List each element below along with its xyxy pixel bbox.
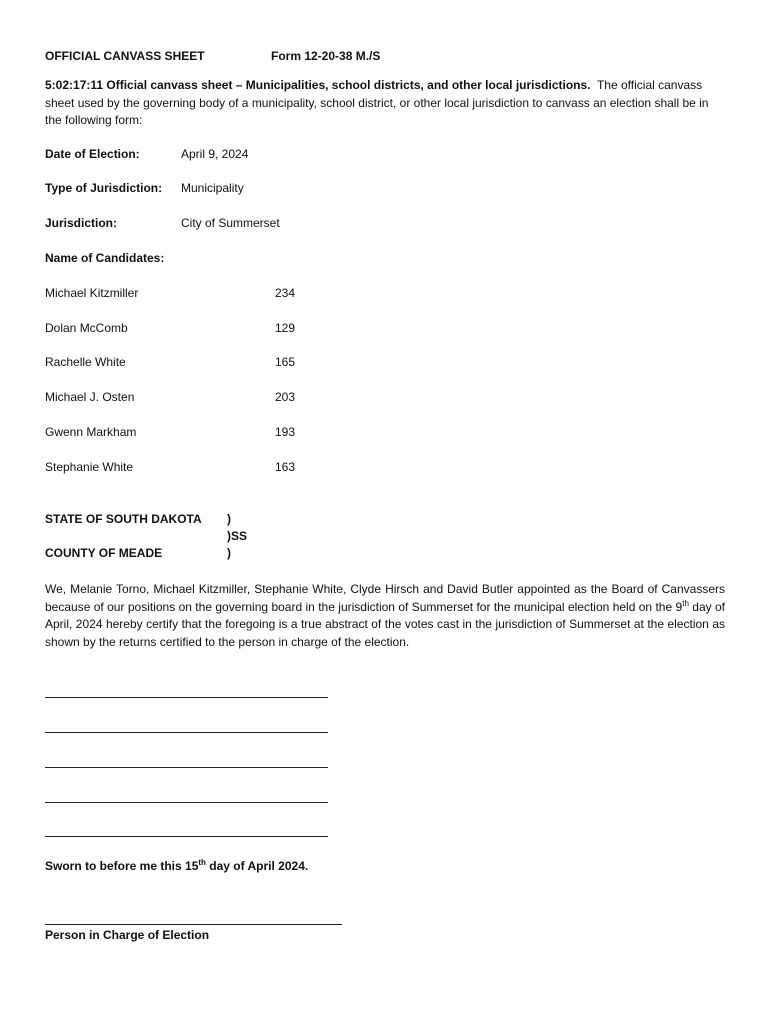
date-value: April 9, 2024 bbox=[181, 147, 249, 161]
candidate-name: Dolan McComb bbox=[45, 321, 128, 335]
statute-paragraph bbox=[45, 77, 725, 130]
candidate-name: Gwenn Markham bbox=[45, 425, 137, 439]
candidate-name: Stephanie White bbox=[45, 460, 134, 474]
candidate-votes: 163 bbox=[275, 460, 296, 474]
candidate-votes: 165 bbox=[275, 355, 296, 369]
sworn-ordinal: th bbox=[198, 858, 206, 867]
candidate-name: Rachelle White bbox=[45, 355, 126, 369]
candidate-votes: 129 bbox=[275, 321, 296, 335]
venue-paren: ) bbox=[227, 512, 231, 526]
person-in-charge-label: Person in Charge of Election bbox=[45, 928, 210, 942]
form-number: Form 12-20-38 M./S bbox=[271, 49, 381, 63]
certification-paragraph bbox=[45, 581, 725, 651]
signature-line[interactable] bbox=[45, 732, 328, 733]
sworn-text-cont: day of April 2024. bbox=[205, 859, 309, 873]
certification-text-cont: day of April, 2024 hereby certify that the foregoing is a true abstract of the votes cast in the jurisdiction of Summerset at the election as shown by the returns certified to the person in charge of the election. bbox=[45, 599, 725, 649]
jurisdiction-value: City of Summerset bbox=[181, 216, 280, 230]
date-label: Date of Election: bbox=[45, 147, 140, 161]
signature-line[interactable] bbox=[45, 802, 328, 803]
candidate-votes: 203 bbox=[275, 390, 296, 404]
statute-text: The official canvass sheet used by the governing body of a municipality, school district, or other local jurisdiction to canvass an election shall be in the following form: bbox=[45, 78, 709, 127]
signature-line[interactable] bbox=[45, 697, 328, 698]
document-title: OFFICIAL CANVASS SHEET bbox=[45, 49, 205, 63]
certification-ordinal: th bbox=[682, 598, 689, 608]
signature-line[interactable] bbox=[45, 836, 328, 837]
candidate-name: Michael J. Osten bbox=[45, 390, 135, 404]
jurisdiction-label: Jurisdiction: bbox=[45, 216, 118, 230]
sworn-statement bbox=[45, 859, 308, 873]
signature-line[interactable] bbox=[45, 767, 328, 768]
candidate-votes: 193 bbox=[275, 425, 296, 439]
statute-heading: 5:02:17:11 Official canvass sheet – Municipalities, school districts, and other local jurisdictions. bbox=[45, 78, 591, 92]
certification-text: We, Melanie Torno, Michael Kitzmiller, Stephanie White, Clyde Hirsch and David Butler appointed as the Board of Canvassers because of our positions on the governing board in the jurisdiction of Summerset for the municipal election held on the 9 bbox=[45, 582, 725, 614]
candidate-votes: 234 bbox=[275, 286, 296, 300]
candidates-label: Name of Candidates: bbox=[45, 251, 165, 265]
person-in-charge-signature-line[interactable] bbox=[45, 924, 342, 925]
sworn-text: Sworn to before me this 15 bbox=[45, 859, 199, 873]
jurisdiction-type-value: Municipality bbox=[181, 181, 244, 195]
venue-ss: )SS bbox=[227, 529, 248, 543]
state-label: STATE OF SOUTH DAKOTA bbox=[45, 512, 202, 526]
county-label: COUNTY OF MEADE bbox=[45, 546, 163, 560]
candidate-name: Michael Kitzmiller bbox=[45, 286, 139, 300]
venue-paren: ) bbox=[227, 546, 231, 560]
jurisdiction-type-label: Type of Jurisdiction: bbox=[45, 181, 163, 195]
